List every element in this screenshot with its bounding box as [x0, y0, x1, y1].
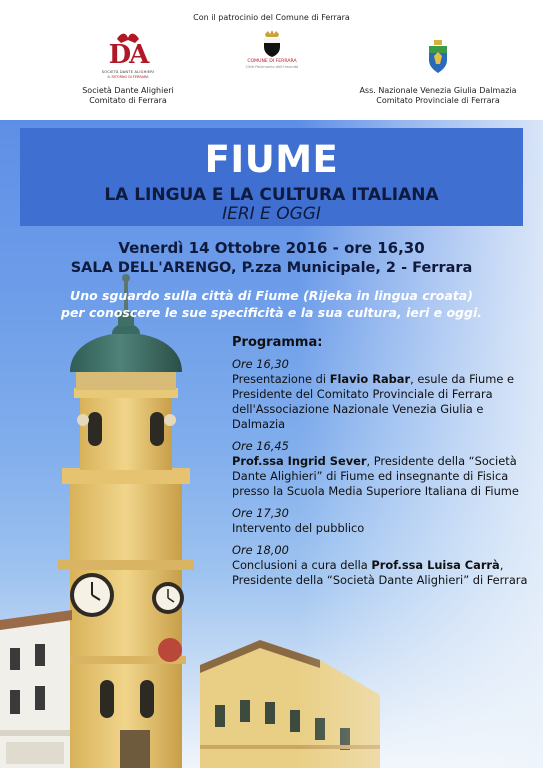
intro-line1: Uno sguardo sulla città di Fiume (Rijeka in lingua croata): [70, 288, 473, 303]
dante-caption-line2: Comitato di Ferrara: [89, 96, 167, 105]
program-title: Programma:: [232, 335, 323, 350]
program-time: Ore 16,45: [232, 439, 289, 453]
program-text-post: , Presidente della “Società Dante Alighieri” di Ferrara: [232, 558, 528, 587]
event-subtitle-italic: IERI E OGGI: [222, 204, 321, 224]
program-item: [232, 543, 532, 588]
program-item: [232, 506, 532, 536]
event-place: SALA DELL'ARENGO, P.zza Municipale, 2 - Ferrara: [70, 260, 473, 276]
program-text: [232, 454, 532, 499]
event-date: Venerdì 14 Ottobre 2016 - ore 16,30: [118, 239, 425, 257]
event-title: FIUME: [204, 138, 339, 181]
program-text-post: , Presidente della “Società Dante Alighieri” di Fiume ed insegnante di Fisica presso la Scuola Media Superiore Italiana di Fiume: [232, 454, 519, 498]
da-monogram: DA: [108, 40, 148, 70]
program-time: Ore 18,00: [232, 543, 289, 557]
dante-ribbon-icon: [115, 32, 141, 44]
program-text: Intervento del pubblico: [232, 521, 365, 535]
anvgd-shield-icon: [428, 40, 448, 74]
program-section: [232, 335, 532, 595]
intro-line2: per conoscere le sue specificità e la sua cultura, ieri e oggi.: [61, 305, 482, 320]
speaker-name: Prof.ssa Ingrid Sever: [232, 454, 367, 468]
anvgd-logo: [352, 32, 524, 86]
program-item: [232, 439, 532, 499]
program-time: Ore 16,30: [232, 357, 289, 371]
da-small-line2: IL RITORNO DI FERRARA: [107, 75, 149, 79]
anvgd-logo-block: [352, 32, 524, 106]
speaker-name: Flavio Rabar: [329, 372, 411, 386]
event-poster: [0, 120, 543, 768]
program-text: [232, 558, 532, 588]
comune-ferrara-logo-block: [232, 32, 312, 76]
ferrara-crest-icon: [262, 30, 282, 58]
patronage-text: Con il patrocinio del Comune di Ferrara: [193, 13, 350, 22]
program-text-pre: Presentazione di: [232, 372, 330, 386]
comune-ferrara-logo: [232, 32, 312, 76]
dante-alighieri-logo-block: [72, 32, 184, 106]
comune-line1: COMUNE DI FERRARA: [247, 59, 297, 64]
sponsor-header: [0, 0, 543, 120]
event-subtitle: LA LINGUA E LA CULTURA ITALIANA: [104, 185, 439, 205]
dante-alighieri-logo: [72, 32, 184, 86]
program-text: [232, 372, 532, 432]
program-text-post: , esule da Fiume e Presidente del Comitato Provinciale di Ferrara dell'Associazione Nazionale Venezia Giulia e Dalmazia: [232, 372, 514, 431]
program-item: [232, 357, 532, 432]
dante-caption-line1: Società Dante Alighieri: [82, 86, 174, 95]
title-band: [20, 128, 523, 226]
anvgd-caption-line2: Comitato Provinciale di Ferrara: [376, 96, 500, 105]
comune-line2: Città Patrimonio dell'Umanità: [245, 65, 299, 69]
anvgd-caption-line1: Ass. Nazionale Venezia Giulia Dalmazia: [359, 86, 517, 95]
da-small-line1: SOCIETÀ DANTE ALIGHIERI: [101, 70, 155, 74]
event-intro: [0, 287, 543, 321]
program-time: Ore 17,30: [232, 506, 289, 520]
program-text-pre: Conclusioni a cura della: [232, 558, 372, 572]
speaker-name: Prof.ssa Luisa Carrà: [371, 558, 500, 572]
